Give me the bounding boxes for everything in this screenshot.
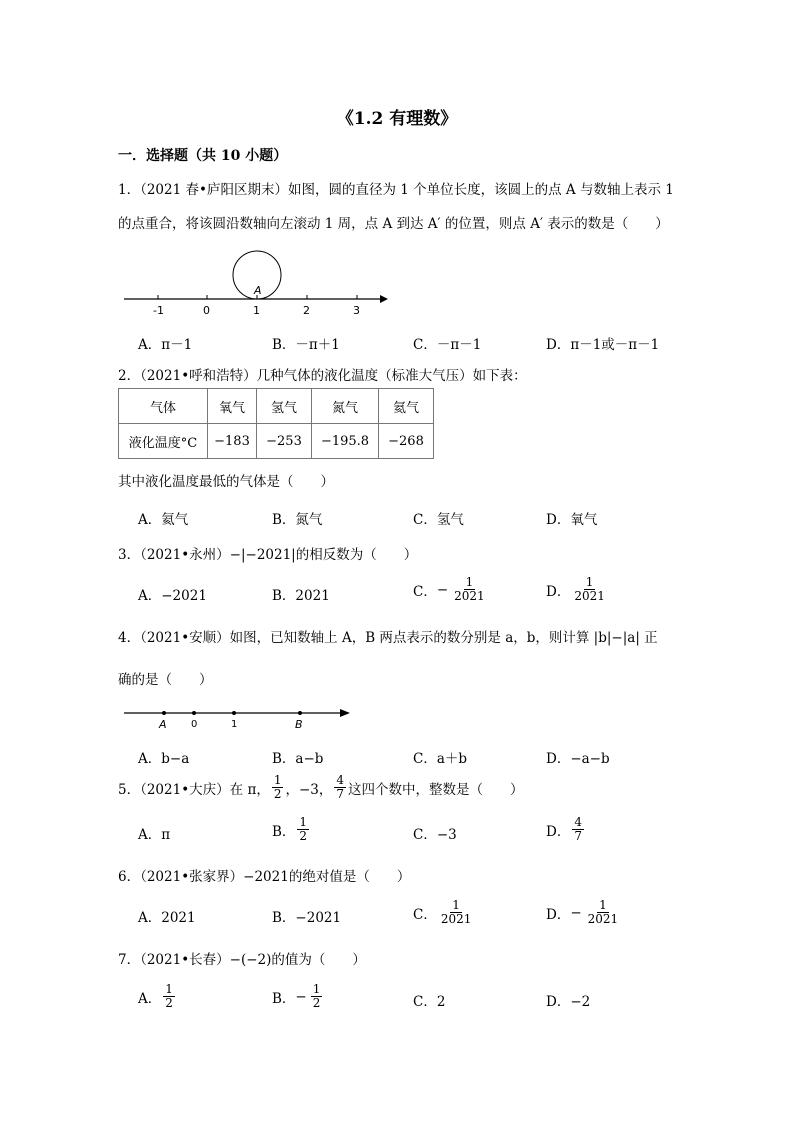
- q1-number-line-figure: [118, 248, 393, 323]
- q2-option-a[interactable]: A．氦气: [138, 512, 189, 528]
- page-title: 《1.2 有理数》: [336, 109, 458, 129]
- q1-option-c[interactable]: C．－π－1: [413, 337, 482, 353]
- table-cell: 氮气: [312, 389, 379, 424]
- option-key: D．: [546, 823, 571, 840]
- section-heading: 一．选择题（共 10 小题）: [118, 148, 288, 164]
- option-key: D．: [546, 906, 571, 923]
- option-key: C．: [413, 583, 437, 600]
- q1-option-b[interactable]: B．－π＋1: [272, 337, 340, 353]
- numerator: 1: [585, 575, 594, 589]
- numerator: 1: [165, 982, 173, 996]
- origin-dot: [192, 711, 196, 715]
- table-cell: −183: [208, 424, 257, 459]
- q4-option-d[interactable]: D．−a−b: [546, 751, 610, 767]
- table-cell: 氧气: [208, 389, 257, 424]
- numerator: 1: [452, 898, 460, 912]
- q5-option-b[interactable]: [272, 816, 311, 843]
- q7-option-d[interactable]: D．−2: [546, 994, 591, 1010]
- q4-option-a[interactable]: A．b−a: [138, 751, 190, 767]
- fraction: [334, 774, 346, 801]
- numerator: 1: [299, 815, 308, 829]
- q7-option-c[interactable]: C．2: [413, 994, 446, 1010]
- fraction: [572, 816, 584, 843]
- option-key: A．: [138, 990, 162, 1007]
- q4-option-b[interactable]: B．a−b: [272, 751, 324, 767]
- q6-option-b[interactable]: B．−2021: [272, 910, 342, 926]
- denominator: 2: [165, 996, 173, 1010]
- table-header-row: [119, 389, 434, 424]
- denominator: 2021: [587, 912, 619, 926]
- q4-text-line1: 4．（2021•安顺）如图，已知数轴上 A，B 两点表示的数分别是 a，b，则计算 |b|−|a| 正: [118, 630, 658, 646]
- q3-text-line1: 3．（2021•永州）−|−2021|的相反数为（ ）: [118, 547, 418, 563]
- table-cell: 氦气: [379, 389, 434, 424]
- fraction: [272, 774, 284, 801]
- fraction: [586, 899, 621, 926]
- minus-sign: −: [570, 904, 582, 921]
- q1-option-d[interactable]: D．π－1或－π－1: [546, 337, 660, 353]
- numerator: 1: [465, 575, 474, 589]
- denominator: 2021: [454, 589, 485, 603]
- table-row: [119, 424, 434, 459]
- q2-option-d[interactable]: D．氧气: [546, 512, 598, 528]
- q5-option-a[interactable]: A．π: [138, 827, 171, 843]
- one-dot: [232, 711, 236, 715]
- option-key: C．: [413, 906, 437, 923]
- q6-option-d[interactable]: [546, 899, 622, 926]
- q5-text-line1: [118, 774, 524, 801]
- origin-label: 0: [191, 719, 198, 730]
- fraction: [297, 816, 309, 843]
- q1-point-label: A: [254, 284, 262, 297]
- denominator: 2021: [574, 589, 605, 603]
- fraction: [452, 576, 487, 603]
- point-b-label: B: [295, 718, 303, 731]
- numerator: 4: [336, 773, 345, 787]
- point-b-dot: [298, 711, 302, 715]
- q5-option-d[interactable]: [546, 816, 586, 843]
- denominator: 2: [312, 996, 321, 1010]
- minus-sign: −: [295, 988, 307, 1005]
- q5-option-c[interactable]: C．−3: [413, 827, 457, 843]
- q1-text-line2: 的点重合，将该圆沿数轴向左滚动 1 周，点 A 到达 A′ 的位置，则点 A′ 表示的数是（ ）: [118, 216, 669, 232]
- q1-tick-label: 1: [253, 304, 260, 317]
- q3-option-a[interactable]: A．−2021: [138, 588, 207, 604]
- option-key: B．: [272, 823, 296, 840]
- q6-text-line1: 6．（2021•张家界）−2021的绝对值是（ ）: [118, 869, 411, 885]
- point-a-label: A: [159, 718, 167, 731]
- q1-text-line1: 1．（2021 春•庐阳区期末）如图，圆的直径为 1 个单位长度，该圆上的点 A 与数轴上表示 1: [118, 182, 674, 198]
- option-key: D．: [546, 583, 571, 600]
- table-cell: 液化温度°C: [119, 424, 208, 459]
- point-a-dot: [162, 711, 166, 715]
- q7-text-line1: 7．（2021•长春）−(−2)的值为（ ）: [118, 952, 366, 968]
- q1-tick-label: 2: [303, 304, 310, 317]
- q1-tick-label: 0: [203, 304, 210, 317]
- q2-text-line1: 2．（2021•呼和浩特）几种气体的液化温度（标准大气压）如下表：: [118, 368, 527, 384]
- denominator: 7: [574, 829, 582, 843]
- q7-option-b[interactable]: [272, 983, 324, 1010]
- fraction: [572, 576, 607, 603]
- q1-tick-label: -1: [153, 304, 164, 317]
- q2-option-c[interactable]: C．氢气: [413, 512, 464, 528]
- q6-option-c[interactable]: [413, 899, 475, 926]
- q7-option-a[interactable]: [138, 983, 177, 1010]
- fraction: [311, 983, 323, 1010]
- denominator: 7: [336, 787, 345, 801]
- gas-temperature-table: [118, 388, 434, 459]
- q3-option-b[interactable]: B．2021: [272, 588, 330, 604]
- numerator: 4: [574, 815, 582, 829]
- q5-mid: ，−3，: [285, 781, 333, 798]
- table-cell: 气体: [119, 389, 208, 424]
- denominator: 2: [273, 787, 282, 801]
- table-cell: −195.8: [312, 424, 379, 459]
- q5-prefix: 5．（2021•大庆）在 π，: [118, 781, 270, 798]
- q4-option-c[interactable]: C．a＋b: [413, 751, 468, 767]
- fraction: [163, 983, 175, 1010]
- option-key: B．: [272, 990, 296, 1007]
- q6-option-a[interactable]: A．2021: [138, 910, 196, 926]
- minus-sign: −: [436, 581, 449, 598]
- q1-tick-label: 3: [353, 304, 360, 317]
- q4-number-line-figure: [118, 700, 358, 732]
- q2-text-line2: 其中液化温度最低的气体是（ ）: [118, 474, 334, 490]
- q3-option-d[interactable]: [546, 576, 609, 603]
- fraction: [439, 899, 474, 926]
- table-cell: −268: [379, 424, 434, 459]
- table-cell: 氢气: [257, 389, 312, 424]
- denominator: 2: [299, 829, 308, 843]
- numerator: 1: [312, 982, 321, 996]
- q2-option-b[interactable]: B．氮气: [272, 512, 323, 528]
- table-cell: −253: [257, 424, 312, 459]
- denominator: 2021: [440, 912, 472, 926]
- one-label: 1: [231, 719, 238, 730]
- numerator: 1: [599, 898, 607, 912]
- q5-suffix: 这四个数中，整数是（ ）: [348, 781, 524, 798]
- q3-option-c[interactable]: [413, 576, 489, 603]
- numerator: 1: [273, 773, 282, 787]
- q1-option-a[interactable]: A．π－1: [138, 337, 193, 353]
- q4-text-line2: 确的是（ ）: [118, 672, 213, 688]
